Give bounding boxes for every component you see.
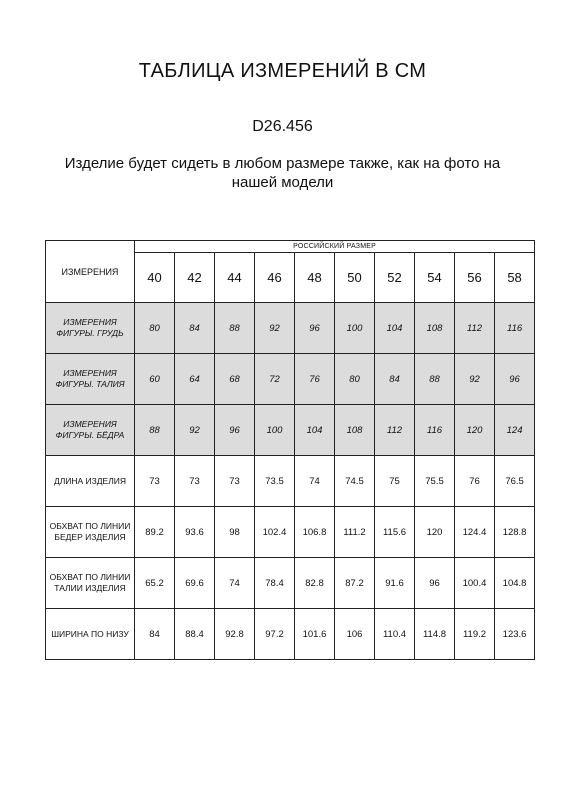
table-cell: 64 <box>175 354 215 405</box>
product-code: D26.456 <box>252 118 313 135</box>
size-header-cell: 50 <box>335 253 375 303</box>
table-row <box>46 507 535 558</box>
table-cell: 119.2 <box>455 609 495 660</box>
table-cell: 97.2 <box>255 609 295 660</box>
row-label: ОБХВАТ ПО ЛИНИИ ТАЛИИ ИЗДЕЛИЯ <box>46 558 135 609</box>
table-cell: 74.5 <box>335 456 375 507</box>
table-cell: 74 <box>215 558 255 609</box>
table-cell: 110.4 <box>375 609 415 660</box>
table-cell: 98 <box>215 507 255 558</box>
size-header-cell: 44 <box>215 253 255 303</box>
row-label: ОБХВАТ ПО ЛИНИИ БЕДЕР ИЗДЕЛИЯ <box>46 507 135 558</box>
table-cell: 65.2 <box>135 558 175 609</box>
row-label: ШИРИНА ПО НИЗУ <box>46 609 135 660</box>
row-label: ИЗМЕРЕНИЯ ФИГУРЫ. БЁДРА <box>46 405 135 456</box>
russian-size-header: РОССИЙСКИЙ РАЗМЕР <box>135 241 535 253</box>
size-table-body <box>46 303 535 660</box>
table-row <box>46 558 535 609</box>
table-cell: 68 <box>215 354 255 405</box>
table-cell: 101.6 <box>295 609 335 660</box>
row-label: ДЛИНА ИЗДЕЛИЯ <box>46 456 135 507</box>
table-cell: 73 <box>175 456 215 507</box>
table-cell: 75.5 <box>415 456 455 507</box>
table-cell: 60 <box>135 354 175 405</box>
table-cell: 96 <box>415 558 455 609</box>
table-cell: 96 <box>215 405 255 456</box>
size-header-cell: 40 <box>135 253 175 303</box>
table-cell: 106 <box>335 609 375 660</box>
table-cell: 92.8 <box>215 609 255 660</box>
table-cell: 69.6 <box>175 558 215 609</box>
table-cell: 76.5 <box>495 456 535 507</box>
table-cell: 88 <box>415 354 455 405</box>
table-cell: 124.4 <box>455 507 495 558</box>
fit-note: Изделие будет сидеть в любом размере также, как на фото на нашей модели <box>64 155 501 191</box>
table-row <box>46 456 535 507</box>
table-cell: 88 <box>135 405 175 456</box>
table-cell: 72 <box>255 354 295 405</box>
size-header-cell: 46 <box>255 253 295 303</box>
table-cell: 84 <box>175 303 215 354</box>
table-row <box>46 354 535 405</box>
table-cell: 100 <box>335 303 375 354</box>
table-cell: 104.8 <box>495 558 535 609</box>
table-cell: 128.8 <box>495 507 535 558</box>
table-cell: 75 <box>375 456 415 507</box>
table-cell: 116 <box>415 405 455 456</box>
table-cell: 114.8 <box>415 609 455 660</box>
page-title: ТАБЛИЦА ИЗМЕРЕНИЙ В СМ <box>138 60 427 82</box>
table-cell: 115.6 <box>375 507 415 558</box>
size-table <box>45 240 535 660</box>
table-cell: 116 <box>495 303 535 354</box>
table-row <box>46 405 535 456</box>
table-cell: 102.4 <box>255 507 295 558</box>
table-cell: 100 <box>255 405 295 456</box>
size-header-cell: 58 <box>495 253 535 303</box>
table-cell: 88 <box>215 303 255 354</box>
table-cell: 100.4 <box>455 558 495 609</box>
table-cell: 96 <box>495 354 535 405</box>
row-label: ИЗМЕРЕНИЯ ФИГУРЫ. ТАЛИЯ <box>46 354 135 405</box>
table-cell: 123.6 <box>495 609 535 660</box>
table-cell: 106.8 <box>295 507 335 558</box>
table-cell: 96 <box>295 303 335 354</box>
table-cell: 108 <box>415 303 455 354</box>
size-header-cell: 52 <box>375 253 415 303</box>
table-cell: 80 <box>335 354 375 405</box>
table-row <box>46 609 535 660</box>
table-cell: 92 <box>255 303 295 354</box>
table-cell: 73.5 <box>255 456 295 507</box>
table-cell: 87.2 <box>335 558 375 609</box>
table-cell: 92 <box>175 405 215 456</box>
table-cell: 88.4 <box>175 609 215 660</box>
table-cell: 73 <box>135 456 175 507</box>
size-header-cell: 48 <box>295 253 335 303</box>
table-cell: 93.6 <box>175 507 215 558</box>
table-cell: 84 <box>135 609 175 660</box>
table-cell: 73 <box>215 456 255 507</box>
size-header-cell: 42 <box>175 253 215 303</box>
table-cell: 104 <box>375 303 415 354</box>
table-cell: 80 <box>135 303 175 354</box>
table-cell: 91.6 <box>375 558 415 609</box>
size-header-cell: 54 <box>415 253 455 303</box>
table-cell: 112 <box>455 303 495 354</box>
table-cell: 76 <box>295 354 335 405</box>
size-header-cell: 56 <box>455 253 495 303</box>
table-cell: 89.2 <box>135 507 175 558</box>
table-cell: 76 <box>455 456 495 507</box>
measurements-header: ИЗМЕРЕНИЯ <box>46 241 135 303</box>
table-cell: 84 <box>375 354 415 405</box>
table-cell: 74 <box>295 456 335 507</box>
row-label: ИЗМЕРЕНИЯ ФИГУРЫ. ГРУДЬ <box>46 303 135 354</box>
table-cell: 104 <box>295 405 335 456</box>
table-cell: 78.4 <box>255 558 295 609</box>
table-cell: 120 <box>455 405 495 456</box>
table-cell: 111.2 <box>335 507 375 558</box>
table-cell: 112 <box>375 405 415 456</box>
table-cell: 124 <box>495 405 535 456</box>
table-cell: 82.8 <box>295 558 335 609</box>
table-cell: 108 <box>335 405 375 456</box>
header-row-group <box>46 241 535 253</box>
table-cell: 92 <box>455 354 495 405</box>
table-row <box>46 303 535 354</box>
table-cell: 120 <box>415 507 455 558</box>
